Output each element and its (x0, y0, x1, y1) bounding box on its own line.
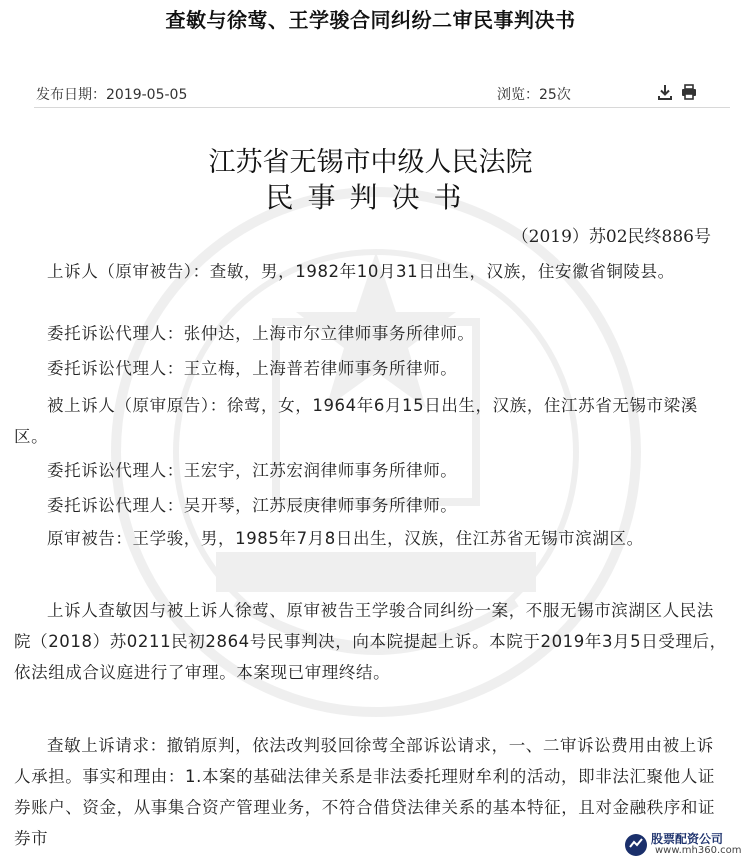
paragraph-appellant-agent-1: 委托诉讼代理人：张仲达，上海市尔立律师事务所律师。 (47, 324, 475, 343)
document-type: 民事判决书 (265, 181, 476, 214)
print-icon[interactable] (680, 83, 698, 101)
site-watermark-logo (623, 830, 741, 860)
paragraph-appellant-agent-2: 委托诉讼代理人：王立梅，上海普若律师事务所律师。 (47, 359, 458, 378)
paragraph-case-background: 上诉人查敏因与被上诉人徐莺、原审被告王学骏合同纠纷一案，不服无锡市滨湖区人民法院（2018）苏0211民初2864号民事判决，向本院提起上诉。本院于2019年3月5日受理后，依法组成合议庭进行了审理。本案现已审理终结。 (14, 601, 727, 682)
paragraph-appellee-agent-2: 委托诉讼代理人：吴开琴，江苏辰庚律师事务所律师。 (47, 496, 458, 515)
views-value: 25次 (539, 87, 571, 103)
views-label: 浏览： (497, 87, 539, 103)
case-number: （2019）苏02民终886号 (511, 227, 711, 247)
download-icon[interactable] (656, 83, 674, 101)
publish-date (36, 84, 187, 104)
logo-url: www.mh360.com (655, 845, 741, 856)
logo-mark-icon (623, 832, 649, 858)
view-count (497, 84, 571, 104)
paragraph-original-defendant: 原审被告：王学骏，男，1985年7月8日出生，汉族，住江苏省无锡市滨湖区。 (47, 529, 644, 548)
court-name: 江苏省无锡市中级人民法院 (208, 147, 533, 178)
paragraph-appeal-request: 查敏上诉请求：撤销原判，依法改判驳回徐莺全部诉讼请求，一、二审诉讼费用由被上诉人承担。事实和理由：1.本案的基础法律关系是非法委托理财牟利的活动，即非法汇聚他人证券账户、资金，从事集合资产管理业务，不符合借贷法律关系的基本特征，且对金融秩序和证券市 (14, 736, 716, 848)
publish-label: 发布日期： (36, 87, 106, 103)
paragraph-appellee: 被上诉人（原审原告）：徐莺，女，1964年6月15日出生，汉族，住江苏省无锡市梁溪区。 (14, 396, 698, 446)
page-title: 查敏与徐莺、王学骏合同纠纷二审民事判决书 (165, 8, 576, 32)
paragraph-appellee-agent-1: 委托诉讼代理人：王宏宇，江苏宏润律师事务所律师。 (47, 461, 458, 480)
logo-brand: 股票配资公司 (651, 832, 724, 846)
publish-date-value: 2019-05-05 (106, 87, 188, 103)
paragraph-appellant: 上诉人（原审被告）：查敏，男，1982年10月31日出生，汉族，住安徽省铜陵县。 (47, 262, 675, 281)
header-divider (34, 107, 730, 108)
meta-bar (0, 81, 741, 105)
